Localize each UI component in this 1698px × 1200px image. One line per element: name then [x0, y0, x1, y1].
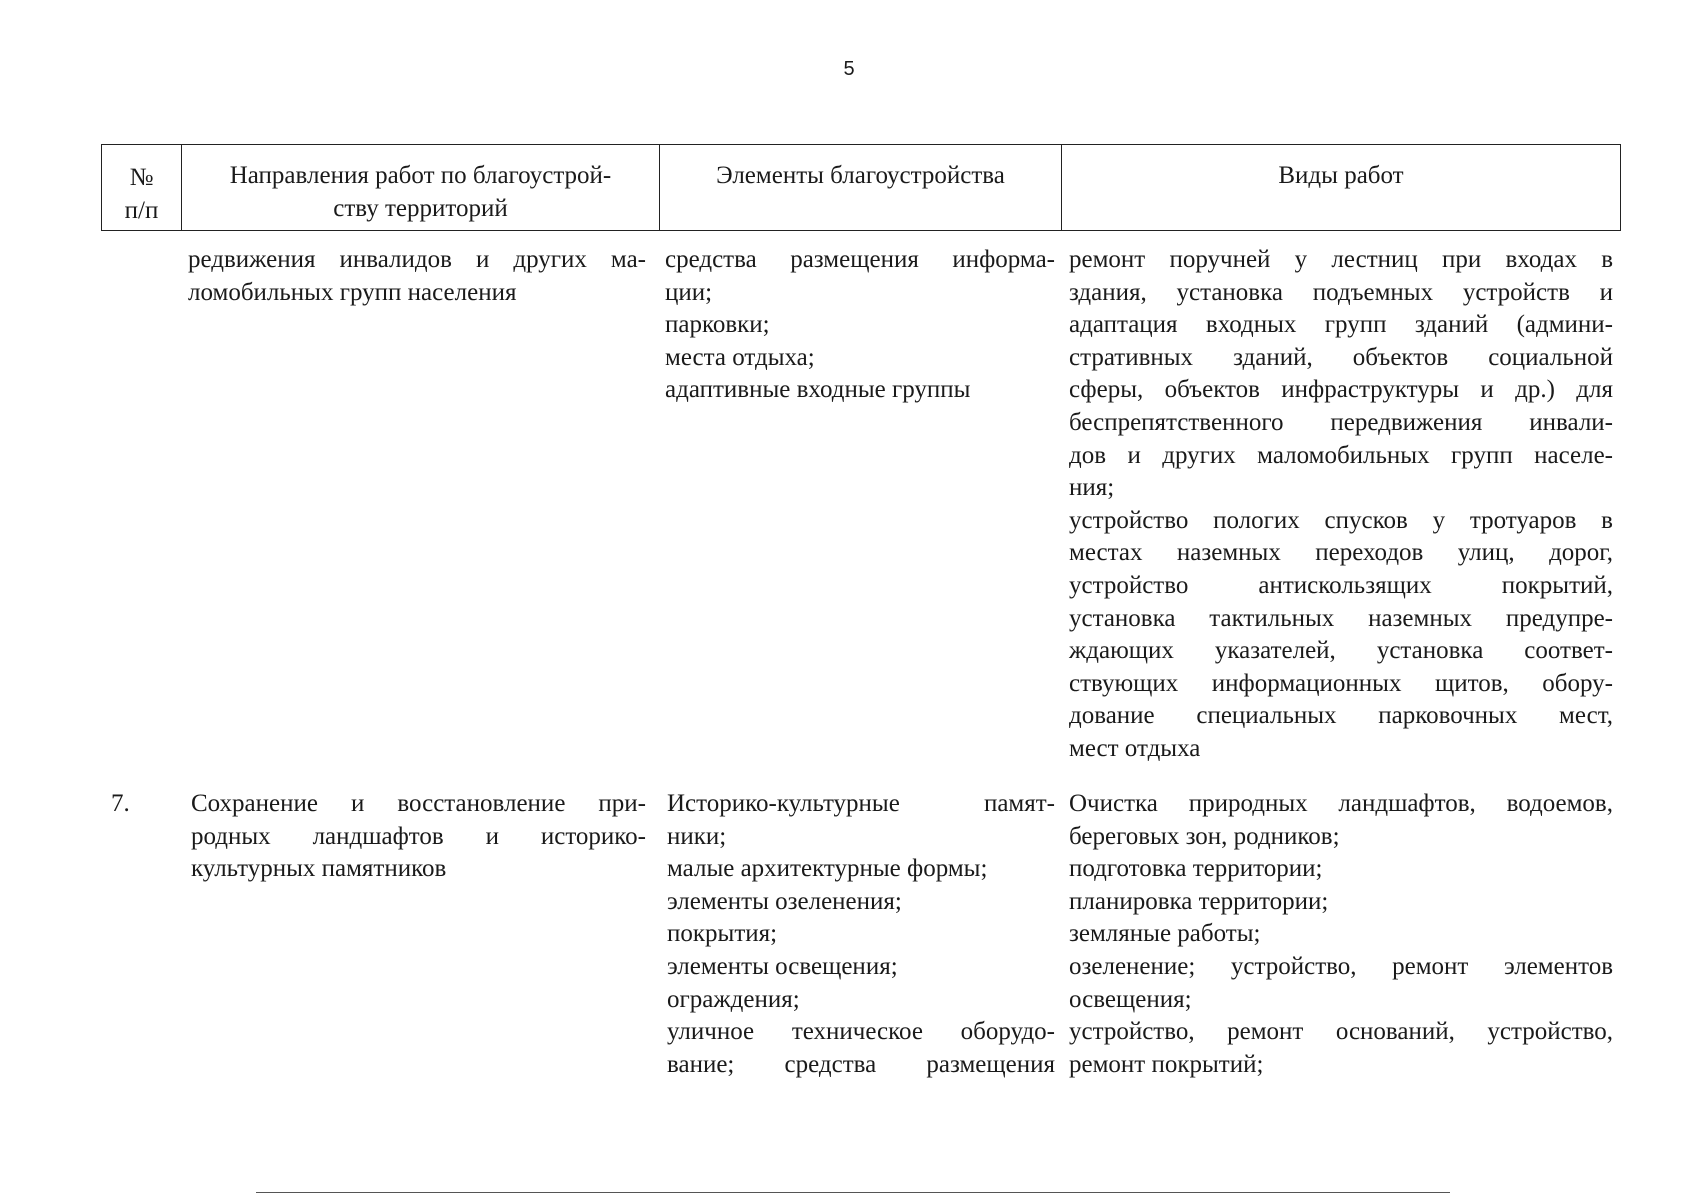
- row6-works-line: ждающих указателей, установка соответ-: [1069, 637, 1613, 665]
- row7-works-line: устройство, ремонт оснований, устройство,: [1069, 1018, 1613, 1046]
- row6-direction: [188, 244, 646, 309]
- row7-elements-line: элементы освещения;: [667, 952, 898, 980]
- header-num-line1: №: [129, 164, 154, 191]
- row6-works-line: местах наземных переходов улиц, дорог,: [1069, 539, 1613, 567]
- row6-elements-line: адаптивные входные группы: [665, 376, 971, 404]
- row6-works-line: дование специальных парковочных мест,: [1069, 702, 1613, 730]
- row7-works-line: земляные работы;: [1069, 920, 1261, 948]
- row7-elements-line: вание; средства размещения: [667, 1050, 1055, 1078]
- header-direction-line1: Направления работ по благоустрой-: [229, 162, 612, 189]
- header-num-line2: п/п: [124, 197, 159, 224]
- row7-works-line: береговых зон, родников;: [1069, 822, 1340, 850]
- row7-works-line: планировка территории;: [1069, 887, 1329, 915]
- row7-works-line: ремонт покрытий;: [1069, 1050, 1264, 1078]
- table-header: [101, 144, 1621, 231]
- row6-works-line: установка тактильных наземных предупре-: [1069, 604, 1613, 632]
- row6-elements-line: парковки;: [665, 311, 770, 339]
- row7-elements-line: ники;: [667, 822, 727, 850]
- row6-works-line: стративных зданий, объектов социальной: [1069, 343, 1613, 371]
- row7-direction: [191, 788, 646, 886]
- row7-elements-line: покрытия;: [667, 920, 778, 948]
- row7-works-line: Очистка природных ландшафтов, водоемов,: [1069, 790, 1613, 817]
- row6-direction-line: редвижения инвалидов и других ма-: [188, 246, 646, 273]
- row7-elements: [667, 788, 1055, 1081]
- row7-works-line: подготовка территории;: [1069, 855, 1323, 883]
- row7-works-line: озеленение; устройство, ремонт элементов: [1069, 952, 1613, 980]
- row7-elements-line: ограждения;: [667, 985, 800, 1013]
- header-direction-line2: ству территорий: [333, 195, 508, 222]
- row6-works-line: сферы, объектов инфраструктуры и др.) для: [1069, 376, 1613, 404]
- header-direction: [182, 145, 660, 230]
- footer-rule: [256, 1192, 1450, 1193]
- row7-elements-line: уличное техническое оборудо-: [667, 1018, 1055, 1046]
- row7-direction-line: Сохранение и восстановление при-: [191, 790, 646, 817]
- row7-elements-line: элементы озеленения;: [667, 887, 902, 915]
- row7-elements-line: малые архитектурные формы;: [667, 855, 988, 883]
- header-works: Виды работ: [1278, 162, 1404, 189]
- row6-direction-line: ломобильных групп населения: [188, 278, 517, 306]
- page-number: 5: [843, 58, 855, 80]
- row6-works-line: устройство антискользящих покрытий,: [1069, 571, 1613, 599]
- row6-works-line: мест отдыха: [1069, 734, 1201, 762]
- row6-works-line: устройство пологих спусков у тротуаров в: [1069, 506, 1613, 534]
- row7-elements-line: Историко-культурные памят-: [667, 790, 1055, 817]
- row7-works-line: освещения;: [1069, 985, 1192, 1013]
- row6-works-line: дов и других маломобильных групп населе-: [1069, 441, 1613, 469]
- row6-elements-line: средства размещения информа-: [665, 246, 1055, 273]
- row6-works: [1069, 244, 1613, 766]
- row7-direction-line: родных ландшафтов и историко-: [191, 822, 646, 850]
- row6-works-line: ствующих информационных щитов, обору-: [1069, 669, 1613, 697]
- row6-elements: [665, 244, 1055, 407]
- row6-works-line: ния;: [1069, 474, 1115, 502]
- row6-elements-line: места отдыха;: [665, 343, 815, 371]
- row6-works-line: адаптация входных групп зданий (админи-: [1069, 311, 1613, 339]
- row6-works-line: беспрепятственного передвижения инвали-: [1069, 408, 1613, 436]
- row7-works: [1069, 788, 1613, 1081]
- row6-elements-line: ции;: [665, 278, 713, 306]
- row7-number: 7.: [111, 790, 130, 817]
- row7-direction-line: культурных памятников: [191, 855, 447, 883]
- header-elements: Элементы благоустройства: [660, 145, 1062, 230]
- header-num: [102, 145, 182, 230]
- row6-works-line: ремонт поручней у лестниц при входах в: [1069, 246, 1613, 273]
- row6-works-line: здания, установка подъемных устройств и: [1069, 278, 1613, 306]
